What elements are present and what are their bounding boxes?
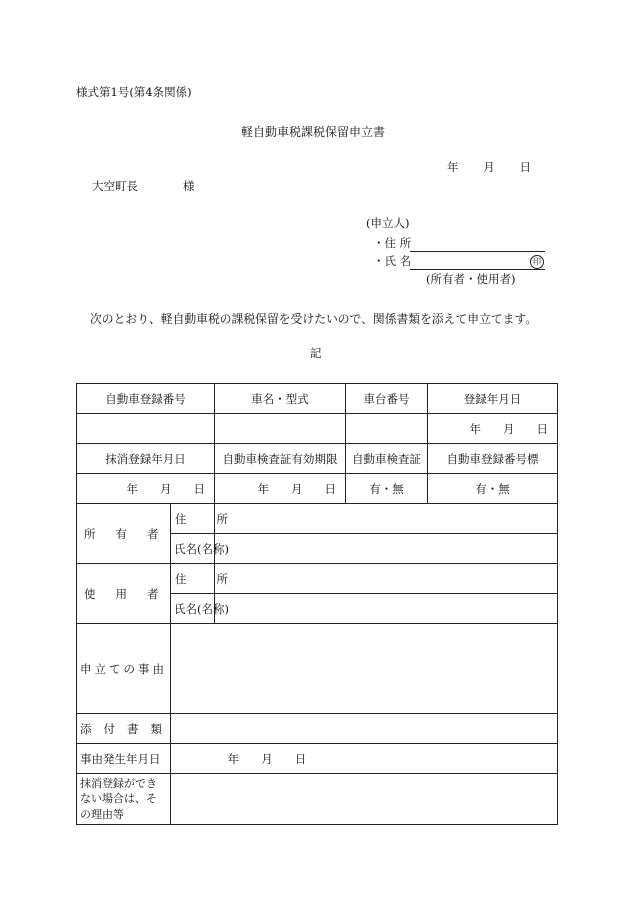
header-chassis-number: 車台番号 — [346, 384, 428, 414]
form-number: 様式第1号(第4条関係) — [76, 85, 192, 99]
submission-date — [447, 162, 531, 174]
occurrence-date-cell[interactable] — [171, 744, 558, 774]
user-label — [77, 564, 179, 624]
user-name-cell[interactable] — [215, 594, 558, 624]
address-underline — [410, 251, 545, 252]
vehicle-model-cell[interactable] — [215, 414, 346, 444]
exp-day: 日 — [324, 481, 336, 496]
occ-year: 年 — [227, 751, 240, 766]
user-address-cell[interactable] — [215, 564, 558, 594]
name-underline — [410, 269, 545, 270]
applicant-role-note: (所有者・使用者) — [426, 272, 516, 286]
deregistration-date-cell[interactable] — [77, 474, 215, 504]
dereg-month: 月 — [160, 481, 172, 496]
applicant-address-label: ・住 所 — [373, 236, 412, 250]
dereg-day: 日 — [193, 481, 205, 496]
ki-mark: 記 — [310, 346, 322, 360]
reason-cell[interactable] — [171, 624, 558, 714]
header-deregistration-date: 抹消登録年月日 — [77, 444, 215, 474]
addressee-name: 大空町長 — [92, 179, 138, 193]
attachments-label — [77, 714, 174, 744]
chassis-number-cell[interactable] — [346, 414, 428, 444]
attachments-label-text: 添付書類 — [80, 721, 174, 736]
addressee-suffix: 様 — [183, 179, 195, 193]
owner-address-label-text: 住所 — [175, 511, 258, 526]
applicant-name-label: ・氏 名 — [373, 254, 412, 268]
owner-label — [77, 504, 179, 564]
header-number-plate: 自動車登録番号標 — [428, 444, 558, 474]
no-dereg-reason-label: 抹消登録ができない場合は、その理由等 — [77, 774, 171, 825]
owner-name-label: 氏名(名称) — [171, 534, 215, 564]
exp-year: 年 — [257, 481, 269, 496]
reg-day: 日 — [536, 421, 548, 436]
occ-month: 月 — [261, 751, 273, 766]
reason-label — [77, 624, 171, 714]
form-title: 軽自動車税課税保留申立書 — [241, 125, 386, 139]
date-year: 年 — [447, 160, 459, 174]
date-day: 日 — [519, 160, 531, 174]
owner-label-text: 所有者 — [84, 526, 179, 541]
number-plate-presence[interactable]: 有・無 — [428, 474, 558, 504]
user-label-text: 使用者 — [84, 586, 179, 601]
header-vehicle-model: 車名・型式 — [215, 384, 346, 414]
inspection-expiry-cell[interactable] — [215, 474, 346, 504]
occ-day: 日 — [294, 751, 307, 766]
occurrence-date-label: 事由発生年月日 — [77, 744, 171, 774]
header-registration-number: 自動車登録番号 — [77, 384, 215, 414]
reason-label-text: 申立ての事由 — [80, 661, 167, 676]
user-name-label: 氏名(名称) — [171, 594, 215, 624]
attachments-cell[interactable] — [171, 714, 558, 744]
header-registration-date: 登録年月日 — [428, 384, 558, 414]
header-inspection-certificate: 自動車検査証 — [346, 444, 428, 474]
dereg-year: 年 — [126, 481, 138, 496]
date-month: 月 — [483, 160, 495, 174]
user-address-label-text: 住所 — [175, 571, 258, 586]
exp-month: 月 — [291, 481, 303, 496]
inspection-certificate-presence[interactable]: 有・無 — [346, 474, 428, 504]
registration-number-cell[interactable] — [77, 414, 215, 444]
no-dereg-reason-cell[interactable] — [171, 774, 558, 825]
owner-address-cell[interactable] — [215, 504, 558, 534]
header-inspection-expiry: 自動車検査証有効期限 — [215, 444, 346, 474]
registration-date-cell[interactable] — [428, 414, 558, 444]
seal-mark: 印 — [530, 255, 544, 269]
application-table — [76, 383, 558, 825]
reg-month: 月 — [503, 421, 515, 436]
reg-year: 年 — [469, 421, 481, 436]
statement-text: 次のとおり、軽自動車税の課税保留を受けたいので、関係書類を添えて申立てます。 — [90, 312, 538, 326]
applicant-heading: (申立人) — [366, 216, 410, 230]
owner-name-cell[interactable] — [215, 534, 558, 564]
